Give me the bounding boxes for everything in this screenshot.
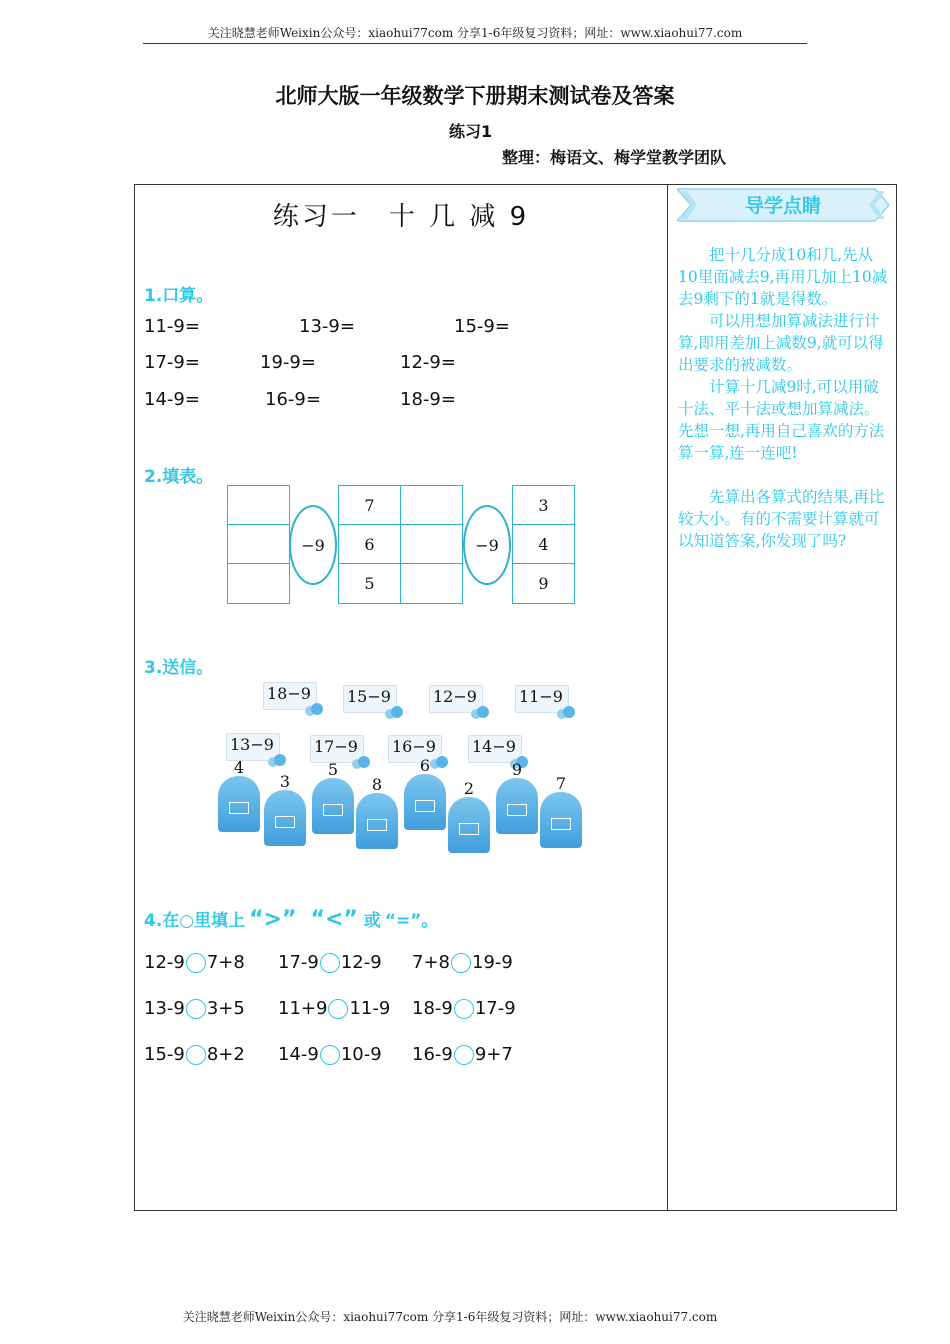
equal-symbol: “=”。	[384, 911, 439, 931]
envelope-icon	[229, 802, 249, 814]
section2-label: 2.填表。	[144, 467, 214, 487]
exercise: 19-9=	[260, 352, 316, 373]
blank-cell[interactable]	[227, 524, 290, 564]
cloud-icon	[555, 705, 577, 719]
exercise: 13-9=	[299, 316, 355, 337]
letter-card[interactable]: 11−9	[515, 685, 577, 719]
mailbox[interactable]: 7	[540, 782, 582, 848]
greater-than-symbol: “>”	[249, 907, 297, 932]
envelope-icon	[551, 818, 571, 830]
exercise: 11-9=	[144, 316, 200, 337]
table-value: 6	[338, 524, 401, 564]
exercise: 16-9=	[265, 389, 321, 410]
answer-circle[interactable]	[186, 1045, 206, 1065]
answer-circle[interactable]	[320, 953, 340, 973]
exercise: 14-9=	[144, 389, 200, 410]
less-than-symbol: “<”	[310, 907, 358, 932]
answer-circle[interactable]	[186, 953, 206, 973]
cloud-icon	[303, 702, 325, 716]
table-value: 9	[512, 563, 575, 604]
guide-spacer	[678, 464, 890, 486]
compare-item: 15-9 8+2	[144, 1044, 245, 1065]
mailbox[interactable]: 5	[312, 768, 354, 834]
compare-item: 12-9 7+8	[144, 952, 245, 973]
document-title: 北师大版一年级数学下册期末测试卷及答案	[275, 84, 675, 108]
document-subtitle: 练习1	[449, 122, 493, 141]
table-value: 4	[512, 524, 575, 564]
envelope-icon	[415, 800, 435, 812]
blank-cell[interactable]	[227, 485, 290, 525]
section4-label	[144, 906, 438, 932]
guide-paragraph: 把十几分成10和几,先从10里面减去9,再用几加上10减去9剩下的1就是得数。	[678, 246, 888, 308]
blank-cell[interactable]	[400, 524, 463, 564]
blank-cell[interactable]	[400, 563, 463, 604]
answer-circle[interactable]	[454, 999, 474, 1019]
envelope-icon	[459, 823, 479, 835]
guide-title: 导学点睛	[744, 195, 821, 217]
answer-circle[interactable]	[328, 999, 348, 1019]
mailbox[interactable]: 4	[218, 766, 260, 832]
answer-circle[interactable]	[320, 1045, 340, 1065]
editor-credit: 整理：梅语文、梅学堂教学团队	[502, 148, 727, 167]
cloud-icon	[383, 705, 405, 719]
section4-prefix: 4.在○里填上	[144, 911, 246, 931]
guide-paragraph: 可以用想加算减法进行计算,即用差加上减数9,就可以得出要求的被减数。	[678, 312, 884, 374]
header-note: 关注晓慧老师Weixin公众号：xiaohui77com 分享1-6年级复习资料；网址：www.xiaohui77.com	[207, 26, 743, 40]
header-divider	[143, 43, 807, 44]
section4-or: 或	[363, 911, 381, 931]
exercise: 17-9=	[144, 352, 200, 373]
footer-note: 关注晓慧老师Weixin公众号：xiaohui77com 分享1-6年级复习资料；网址：www.xiaohui77.com	[182, 1310, 718, 1324]
blank-cell[interactable]	[400, 485, 463, 525]
guide-banner	[677, 187, 889, 223]
table-value: 7	[338, 485, 401, 525]
envelope-icon	[275, 816, 295, 828]
letter-card[interactable]: 14−9	[468, 735, 530, 769]
compare-item: 13-9 3+5	[144, 998, 245, 1019]
envelope-icon	[507, 804, 527, 816]
mailbox[interactable]: 3	[264, 780, 306, 846]
operator-oval: −9	[463, 505, 511, 585]
compare-item: 7+8 19-9	[412, 952, 513, 973]
cloud-icon	[266, 753, 288, 767]
mailbox[interactable]: 2	[448, 787, 490, 853]
operator-oval: −9	[289, 505, 337, 585]
compare-item: 11+9 11-9	[278, 998, 391, 1019]
mailbox[interactable]: 8	[356, 783, 398, 849]
envelope-icon	[323, 804, 343, 816]
blank-cell[interactable]	[227, 563, 290, 604]
table-value: 5	[338, 563, 401, 604]
envelope-icon	[367, 819, 387, 831]
compare-item: 18-9 17-9	[412, 998, 516, 1019]
mailbox[interactable]: 6	[404, 764, 446, 830]
letter-card[interactable]: 13−9	[226, 733, 288, 767]
compare-item: 14-9 10-9	[278, 1044, 382, 1065]
letter-card[interactable]: 16−9	[388, 735, 450, 769]
cloud-icon	[469, 705, 491, 719]
guide-text	[678, 244, 890, 552]
compare-item: 16-9 9+7	[412, 1044, 513, 1065]
lesson-title: 练习一 十 几 减 9	[272, 202, 530, 232]
column-divider	[667, 184, 668, 1211]
guide-paragraph: 先算出各算式的结果,再比较大小。有的不需要计算就可以知道答案,你发现了吗?	[678, 488, 885, 550]
answer-circle[interactable]	[186, 999, 206, 1019]
answer-circle[interactable]	[451, 953, 471, 973]
letter-card[interactable]: 15−9	[343, 685, 405, 719]
answer-circle[interactable]	[454, 1045, 474, 1065]
compare-item: 17-9 12-9	[278, 952, 382, 973]
exercise: 12-9=	[400, 352, 456, 373]
letter-card[interactable]: 18−9	[263, 682, 325, 716]
mailbox[interactable]: 9	[496, 768, 538, 834]
letter-card[interactable]: 17−9	[310, 735, 372, 769]
table-value: 3	[512, 485, 575, 525]
guide-paragraph: 计算十几减9时,可以用破十法、平十法或想加算减法。先想一想,再用自己喜欢的方法算一算,连一连吧!	[678, 378, 885, 462]
exercise: 15-9=	[454, 316, 510, 337]
letter-card[interactable]: 12−9	[429, 685, 491, 719]
exercise: 18-9=	[400, 389, 456, 410]
section1-label: 1.口算。	[144, 286, 214, 306]
section3-label: 3.送信。	[144, 658, 214, 678]
